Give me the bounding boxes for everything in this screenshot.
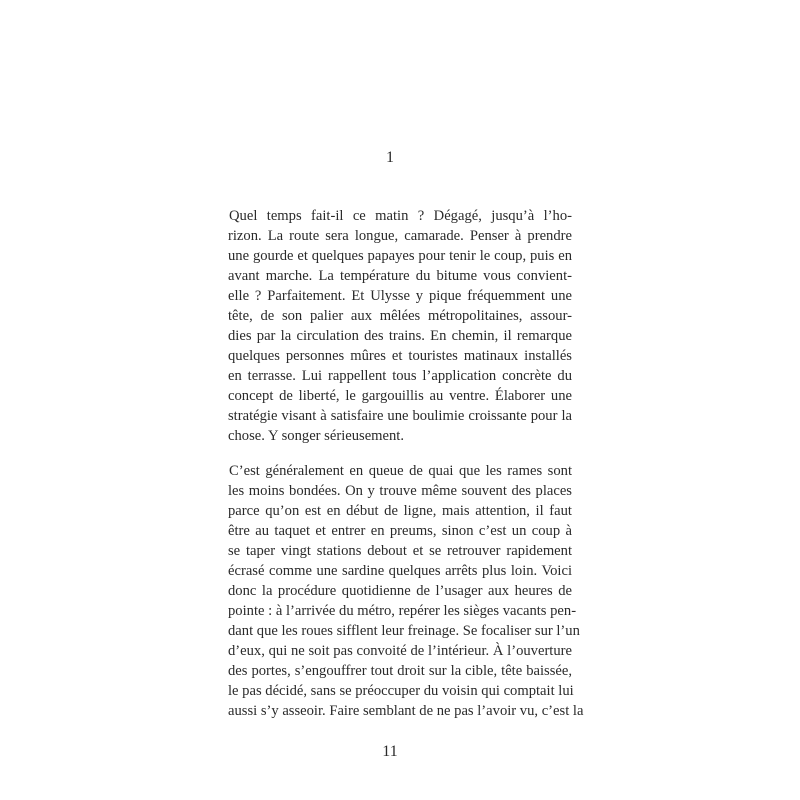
text-line: parce qu’on est en début de ligne, mais attention, il faut [228, 503, 572, 519]
text-line: concept de liberté, le gargouillis au ventre. Élaborer une [228, 388, 572, 404]
text-line: des portes, s’engouffrer tout droit sur la cible, tête baissée, [228, 663, 572, 679]
text-line: rizon. La route sera longue, camarade. Penser à prendre [228, 228, 572, 244]
text-line: écrasé comme une sardine quelques arrêts plus loin. Voici [228, 563, 572, 579]
text-line: C’est généralement en queue de quai que les rames sont [229, 463, 572, 479]
text-line: pointe : à l’arrivée du métro, repérer les sièges vacants pen- [228, 603, 577, 619]
text-line: se taper vingt stations debout et se retrouver rapidement [228, 543, 572, 559]
text-line: être au taquet et entrer en preums, sinon c’est un coup à [228, 523, 572, 539]
text-line: chose. Y songer sérieusement. [228, 428, 405, 444]
text-line: les moins bondées. On y trouve même souvent des places [228, 483, 572, 499]
text-line: quelques personnes mûres et touristes matinaux installés [228, 348, 572, 364]
text-line: Quel temps fait-il ce matin ? Dégagé, jusqu’à l’ho- [229, 208, 572, 224]
text-line: une gourde et quelques papayes pour tenir le coup, puis en [228, 248, 572, 264]
text-line: en terrasse. Lui rappellent tous l’application concrète du [228, 368, 572, 384]
text-line: d’eux, qui ne soit pas convoité de l’intérieur. À l’ouverture [228, 643, 572, 659]
page-number: 11 [382, 743, 398, 760]
text-line: elle ? Parfaitement. Et Ulysse y pique fréquemment une [228, 288, 572, 304]
text-line: stratégie visant à satisfaire une boulimie croissante pour la [228, 408, 572, 424]
text-line: tête, de son palier aux mêlées métropolitaines, assour- [228, 308, 572, 324]
text-line: dant que les roues sifflent leur freinage. Se focaliser sur l’un [228, 623, 580, 639]
text-line: aussi s’y asseoir. Faire semblant de ne pas l’avoir vu, c’est la [228, 703, 584, 719]
text-line: donc la procédure quotidienne de l’usager aux heures de [228, 583, 572, 599]
text-line: dies par la circulation des trains. En chemin, il remarque [228, 328, 572, 344]
text-line: le pas décidé, sans se préoccuper du voisin qui comptait lui [228, 683, 574, 699]
chapter-number: 1 [386, 149, 394, 166]
text-line: avant marche. La température du bitume vous convient- [228, 268, 572, 284]
